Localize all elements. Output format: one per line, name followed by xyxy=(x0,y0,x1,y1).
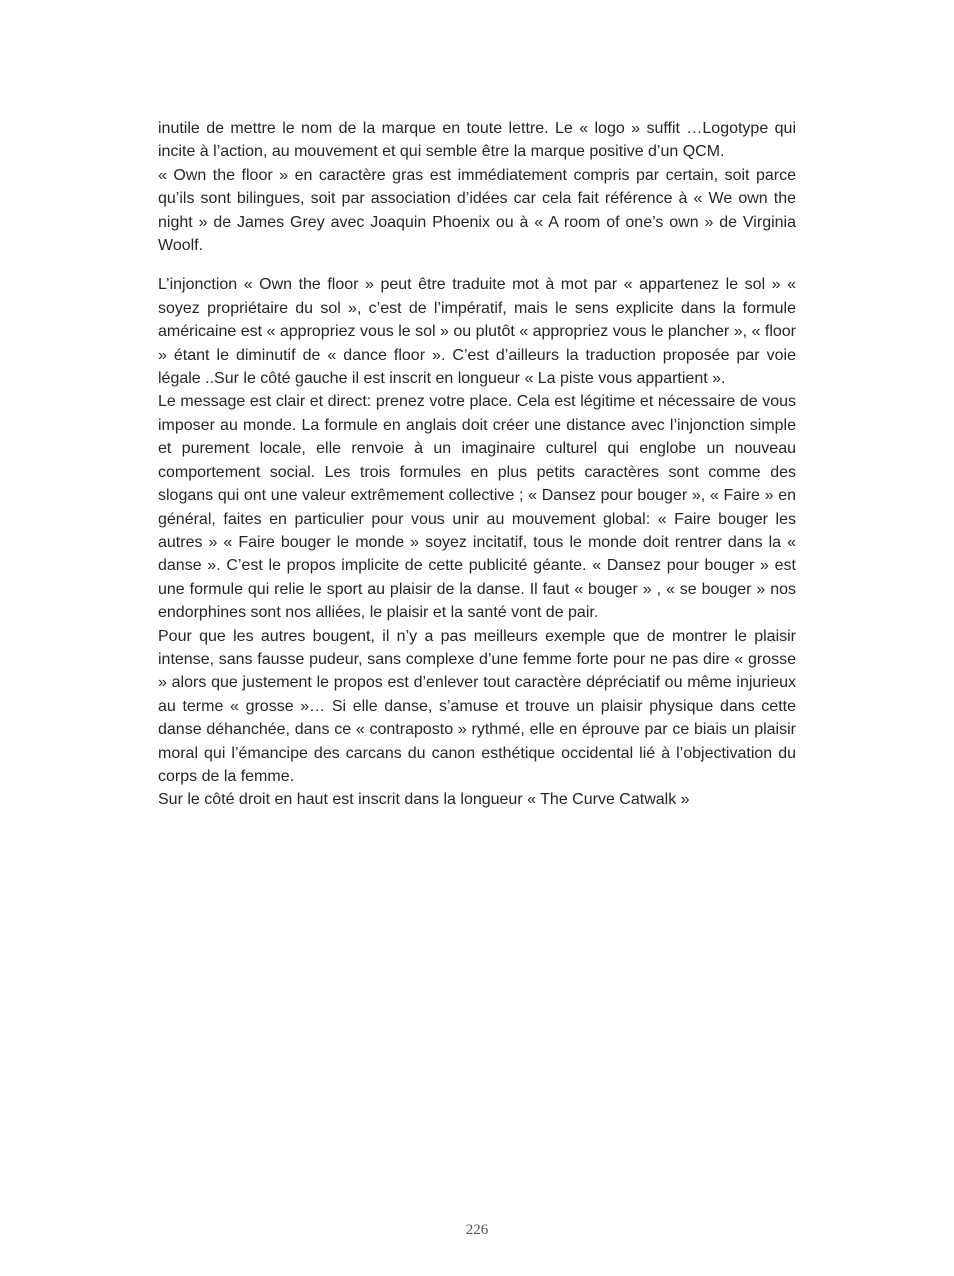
paragraph-message: Le message est clair et direct: prenez votre place. Cela est légitime et nécessaire de vous imposer au monde. La formule en anglais doit créer une distance avec l’injonction simple et purement locale, elle renvoie à un imaginaire culturel qui englobe un nouveau comportement social. Les trois formules en plus petits caractères sont comme des slogans qui ont une valeur extrêmement collective ; « Dansez pour bouger », « Faire » en général, faites en particulier pour vous unir au mouvement global: « Faire bouger les autres » « Faire bouger le monde » soyez incitatif, tous le monde doit rentrer dans la « danse ». C’est le propos implicite de cette publicité géante. « Dansez pour bouger » est une formule qui relie le sport au plaisir de la danse. Il faut « bouger » , « se bouger » nos endorphines sont nos alliées, le plaisir et la santé vont de pair. xyxy=(158,393,796,622)
paragraph-logo: inutile de mettre le nom de la marque en toute lettre. Le « logo » suffit …Logotype qui incite à l’action, au mouvement et qui semble être la marque positive d’un QCM. xyxy=(158,120,796,161)
page-body xyxy=(158,117,796,812)
paragraph-injonction: L’injonction « Own the floor » peut être traduite mot à mot par « appartenez le sol » « soyez propriétaire du sol », c’est de l’impératif, mais le sens explicite dans la formule américaine est « appropriez vous le sol » ou plutôt « appropriez vous le plancher », « floor » étant le diminutif de « dance floor ». C’est d’ailleurs la traduction proposée par voie légale ..Sur le côté gauche il est inscrit en longueur « La piste vous appartient ». xyxy=(158,276,796,388)
paragraph-plaisir: Pour que les autres bougent, il n’y a pas meilleurs exemple que de montrer le plaisir intense, sans fausse pudeur, sans complexe d’une femme forte pour ne pas dire « grosse » alors que justement le propos est d’enlever tout caractère dépréciatif ou même injurieux au terme « grosse »… Si elle danse, s’amuse et trouve un plaisir physique dans cette danse déhanchée, dans ce « contraposto » rythmé, elle en éprouve par ce biais un plaisir moral qui l’émancipe des carcans du canon esthétique occidental lié à l’objectivation du corps de la femme. xyxy=(158,627,796,785)
paragraph-own-the-floor: « Own the floor » en caractère gras est immédiatement compris par certain, soit parce qu’ils sont bilingues, soit par association d’idées car cela fait référence à « We own the night » de James Grey avec Joaquin Phoenix ou à « A room of one’s own » de Virginia Woolf. xyxy=(158,166,796,255)
paragraph-curve-catwalk: Sur le côté droit en haut est inscrit dans la longueur « The Curve Catwalk » xyxy=(158,791,690,809)
page-number: 226 xyxy=(465,1222,489,1238)
